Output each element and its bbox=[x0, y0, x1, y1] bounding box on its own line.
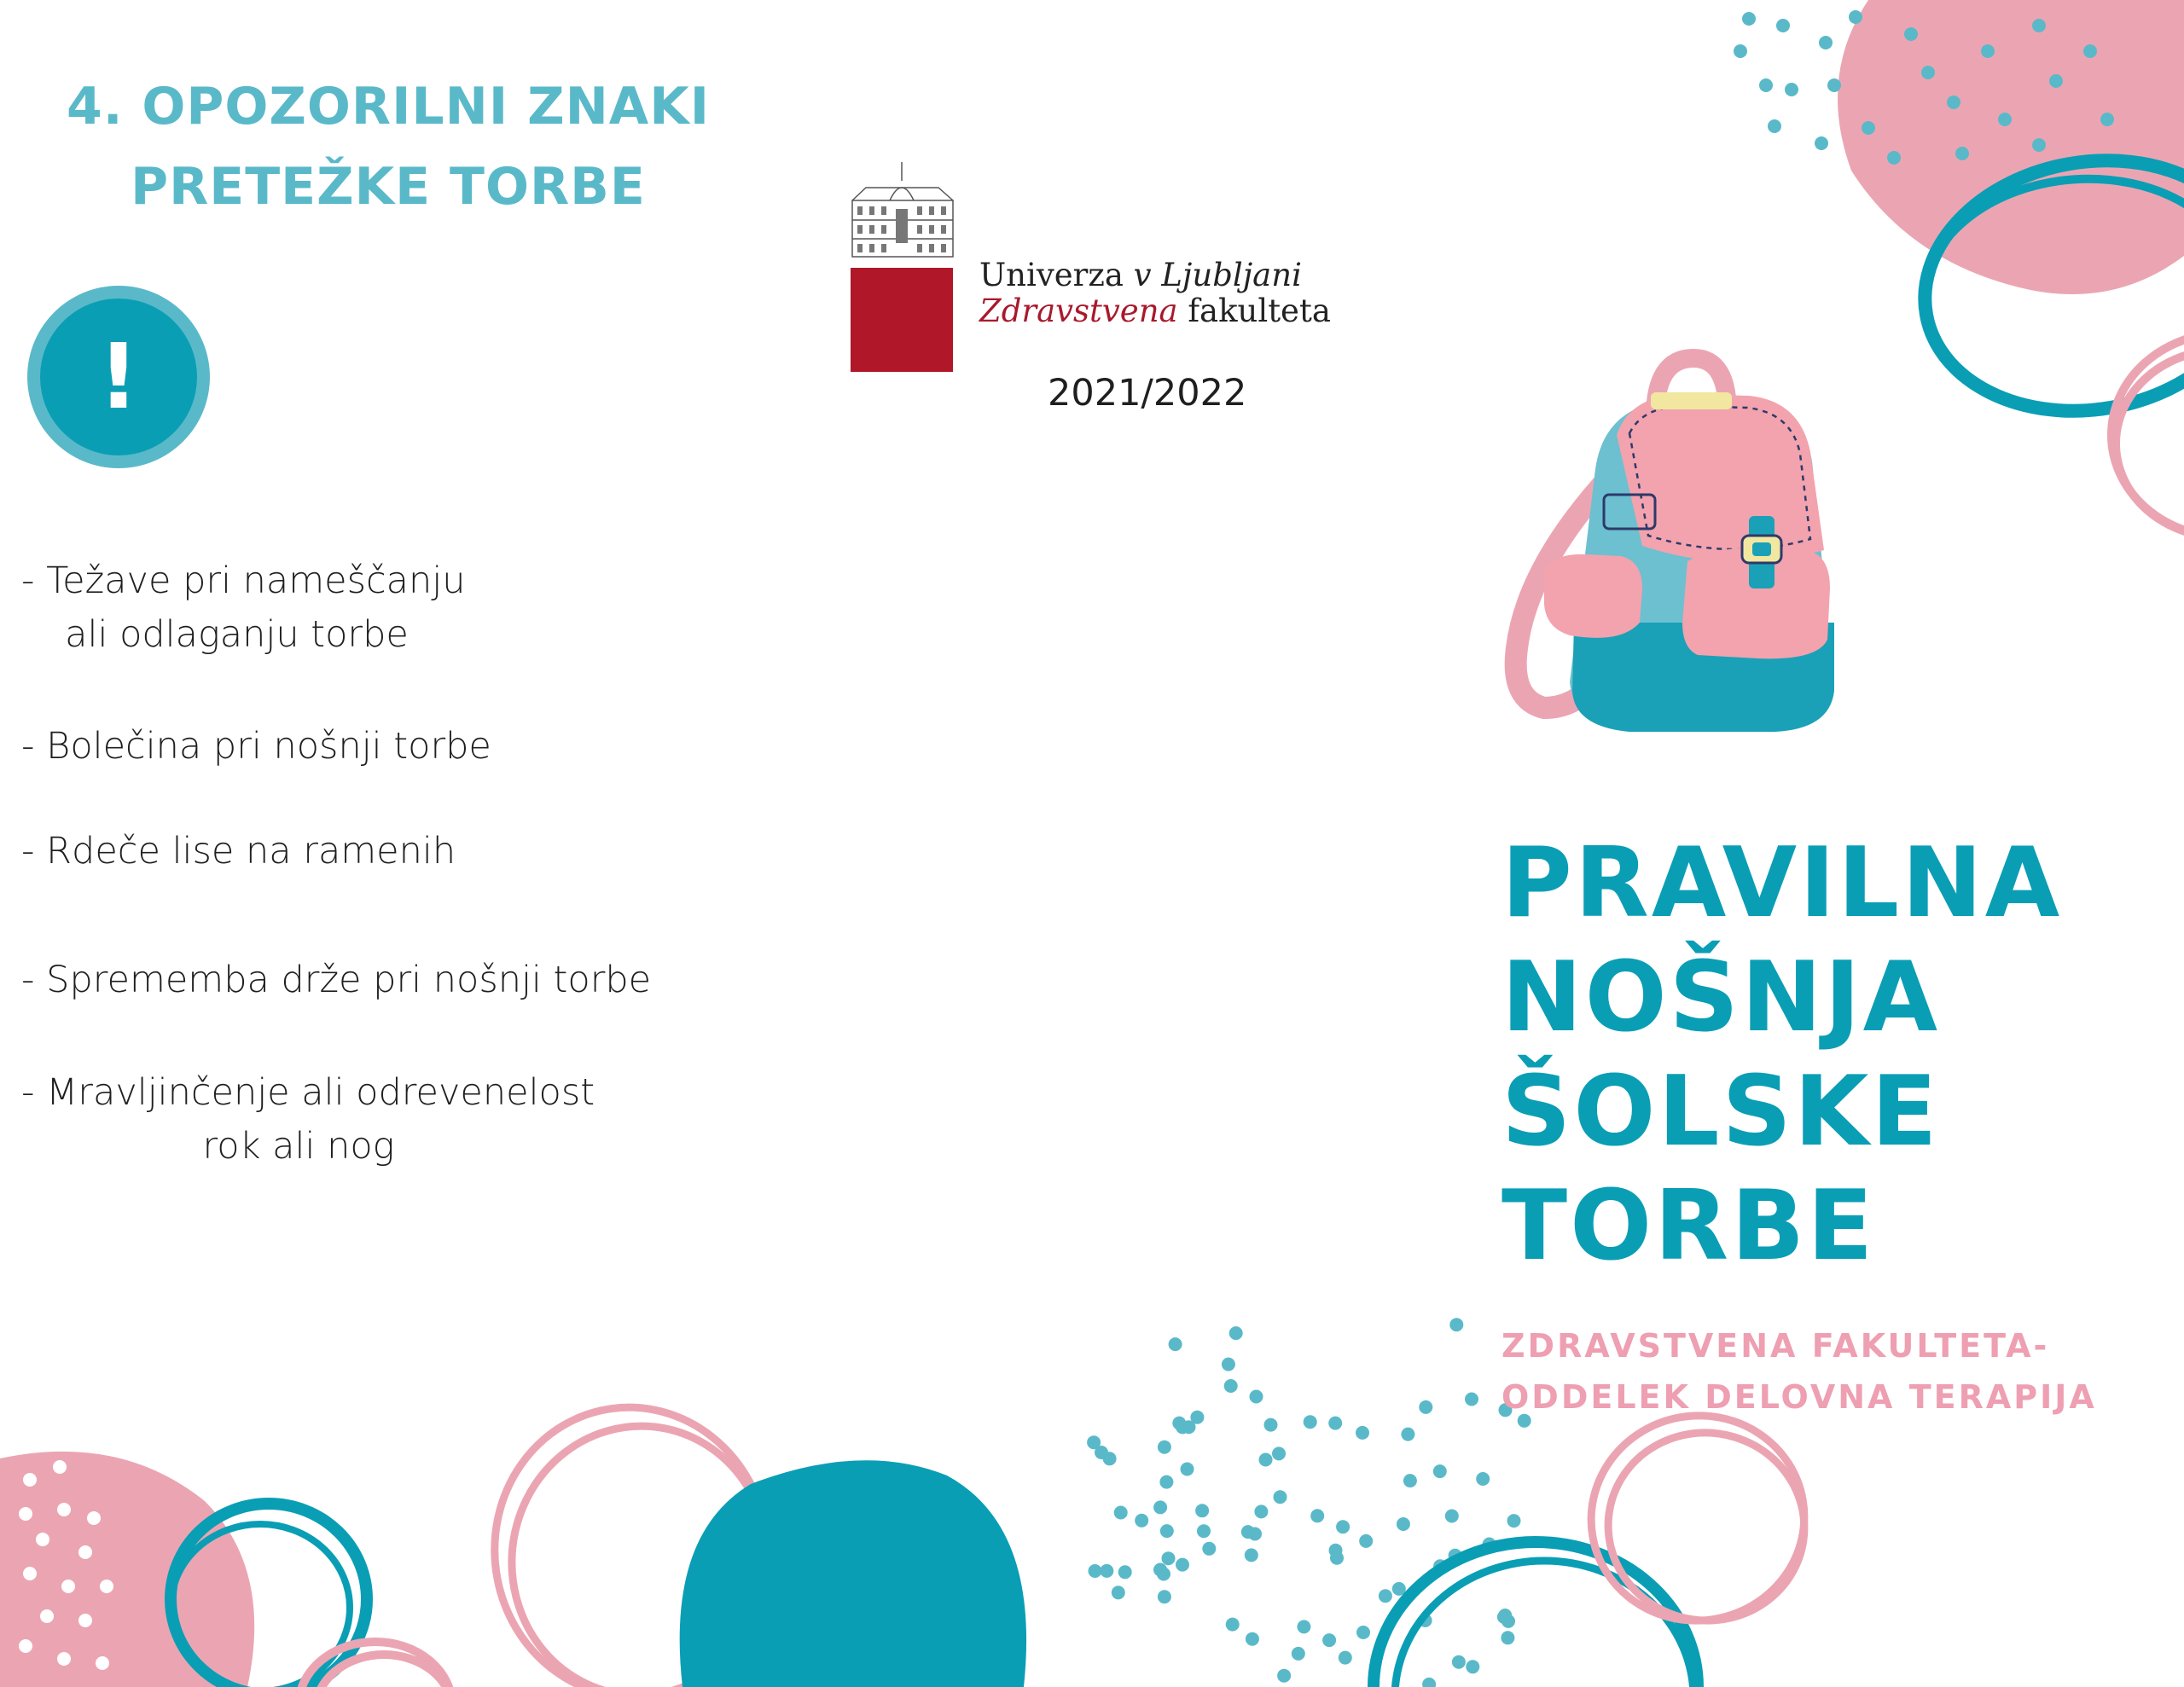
decor-dot bbox=[1169, 1337, 1182, 1351]
decor-dot bbox=[1197, 1524, 1211, 1538]
warning-item-5-line2: rok ali nog bbox=[202, 1125, 395, 1168]
warning-item-1-line2: ali odlaganju torbe bbox=[65, 613, 409, 656]
decor-dot bbox=[1328, 1417, 1342, 1430]
warning-item-3 bbox=[21, 825, 465, 878]
main-title-line1: PRAVILNA bbox=[1502, 826, 2063, 939]
decor-dot bbox=[1135, 1514, 1148, 1528]
decor-dot bbox=[1190, 1411, 1204, 1424]
dots-bottom-center bbox=[1087, 1318, 1531, 1687]
main-title-line3: ŠOLSKE bbox=[1502, 1055, 1940, 1168]
decor-dot bbox=[1466, 1660, 1479, 1673]
decor-dot bbox=[1100, 1564, 1113, 1578]
decor-dot bbox=[1087, 1435, 1101, 1449]
decor-dot bbox=[1445, 1510, 1459, 1523]
decor-dot bbox=[1274, 1490, 1287, 1504]
decor-dot bbox=[1422, 1678, 1436, 1687]
decor-dot bbox=[1222, 1358, 1235, 1371]
decor-dot bbox=[1329, 1544, 1343, 1557]
decor-dot bbox=[1379, 1589, 1392, 1603]
decor-dot bbox=[1498, 1609, 1512, 1622]
decor-dot bbox=[1250, 1390, 1263, 1404]
pink-ring-right bbox=[2111, 333, 2184, 537]
department-line1: ZDRAVSTVENA FAKULTETA- bbox=[1502, 1327, 2050, 1365]
alert-symbol: ! bbox=[98, 325, 139, 429]
warning-item-2 bbox=[21, 720, 491, 774]
decor-dot bbox=[1112, 1586, 1125, 1599]
faculty-line bbox=[979, 293, 1331, 329]
decor-dot bbox=[1162, 1551, 1176, 1565]
decor-dot bbox=[1401, 1428, 1414, 1441]
decor-dot bbox=[1310, 1509, 1324, 1522]
decor-dot bbox=[1202, 1542, 1216, 1556]
decor-dot bbox=[1277, 1669, 1291, 1683]
decor-dot bbox=[1259, 1453, 1273, 1467]
decor-dot bbox=[1089, 1564, 1102, 1578]
section-heading-line2: PRETEŽKE TORBE bbox=[131, 157, 646, 217]
decor-dot bbox=[1403, 1474, 1417, 1487]
university-building-icon bbox=[849, 162, 956, 375]
decor-dot bbox=[1336, 1520, 1350, 1533]
warning-item-1 bbox=[21, 554, 466, 662]
decor-dot bbox=[1153, 1500, 1167, 1514]
decor-dot bbox=[1118, 1565, 1132, 1579]
decor-dot bbox=[1264, 1418, 1278, 1432]
section-heading bbox=[17, 67, 759, 227]
decor-dot bbox=[1452, 1655, 1466, 1669]
faculty-italic: Zdravstvena bbox=[979, 293, 1178, 329]
warning-item-2-line1: - Bolečina pri nošnji torbe bbox=[21, 725, 491, 768]
decor-dot bbox=[1322, 1633, 1336, 1647]
main-title-line2: NOŠNJA bbox=[1502, 941, 1941, 1053]
warning-item-5-line1: - Mravljinčenje ali odrevenelost bbox=[21, 1071, 595, 1114]
academic-year: 2021/2022 bbox=[1048, 372, 1247, 415]
decor-dot bbox=[1229, 1326, 1243, 1340]
decor-dot bbox=[1476, 1472, 1490, 1486]
decor-dot bbox=[1359, 1534, 1373, 1548]
warning-item-3-line1: - Rdeče lise na ramenih bbox=[21, 830, 456, 872]
faculty-plain: fakulteta bbox=[1177, 293, 1331, 329]
decor-dot bbox=[1272, 1446, 1286, 1460]
decor-dot bbox=[1507, 1514, 1521, 1528]
warning-item-5 bbox=[21, 1066, 595, 1174]
pink-blob-bottom-left bbox=[0, 1452, 254, 1687]
main-title bbox=[1502, 826, 2062, 1283]
teal-blob-bottom-center bbox=[680, 1460, 1026, 1687]
decor-dot bbox=[1292, 1647, 1305, 1661]
university-line bbox=[979, 258, 1331, 293]
decor-dot bbox=[1158, 1590, 1171, 1603]
decor-dot bbox=[1254, 1504, 1268, 1518]
decor-dot bbox=[1248, 1528, 1262, 1541]
decor-dot bbox=[1339, 1651, 1352, 1665]
exclamation-icon bbox=[27, 286, 211, 469]
decor-dot bbox=[1397, 1517, 1410, 1531]
decor-dot bbox=[1158, 1441, 1171, 1454]
decor-dot bbox=[1157, 1568, 1170, 1581]
department-label bbox=[1502, 1320, 2097, 1423]
decor-dot bbox=[1246, 1632, 1259, 1646]
warning-item-4-line1: - Sprememba drže pri nošnji torbe bbox=[21, 959, 652, 1001]
decor-dot bbox=[1501, 1631, 1514, 1644]
pink-blob-top-right bbox=[1838, 0, 2184, 294]
decor-dot bbox=[1419, 1400, 1432, 1414]
university-plain: Univerza bbox=[979, 257, 1134, 293]
decor-dot bbox=[1160, 1524, 1174, 1538]
section-heading-line1: 4. OPOZORILNI ZNAKI bbox=[66, 77, 711, 136]
decor-dot bbox=[1465, 1393, 1478, 1406]
decor-dot bbox=[1176, 1558, 1189, 1572]
decor-dot bbox=[1297, 1620, 1310, 1633]
decor-dot bbox=[1114, 1506, 1128, 1520]
decor-dot bbox=[1356, 1626, 1370, 1639]
decor-dot bbox=[1245, 1548, 1258, 1562]
warning-item-1-line1: - Težave pri nameščanju bbox=[21, 559, 466, 602]
pink-ring-bottom-right bbox=[1575, 1399, 1821, 1638]
decor-dot bbox=[1181, 1463, 1194, 1476]
university-name bbox=[979, 258, 1331, 329]
university-italic: v Ljubljani bbox=[1133, 257, 1302, 293]
decor-dot bbox=[1195, 1504, 1209, 1517]
warning-item-4 bbox=[21, 954, 652, 1007]
decor-dot bbox=[1226, 1618, 1240, 1632]
decor-dot bbox=[1433, 1464, 1447, 1478]
decor-dot bbox=[1159, 1475, 1173, 1489]
department-line2: ODDELEK DELOVNA TERAPIJA bbox=[1502, 1378, 2097, 1416]
decor-dot bbox=[1172, 1417, 1186, 1430]
pink-ring-bottom-left bbox=[299, 1642, 452, 1687]
decor-dot bbox=[1449, 1318, 1463, 1331]
teal-ring-bottom-right bbox=[1374, 1542, 1698, 1687]
backpack-icon bbox=[1493, 341, 1877, 742]
decor-dot bbox=[1304, 1415, 1317, 1429]
main-title-line4: TORBE bbox=[1502, 1169, 1876, 1282]
decor-dot bbox=[1224, 1379, 1238, 1393]
decor-dot bbox=[1356, 1426, 1369, 1440]
